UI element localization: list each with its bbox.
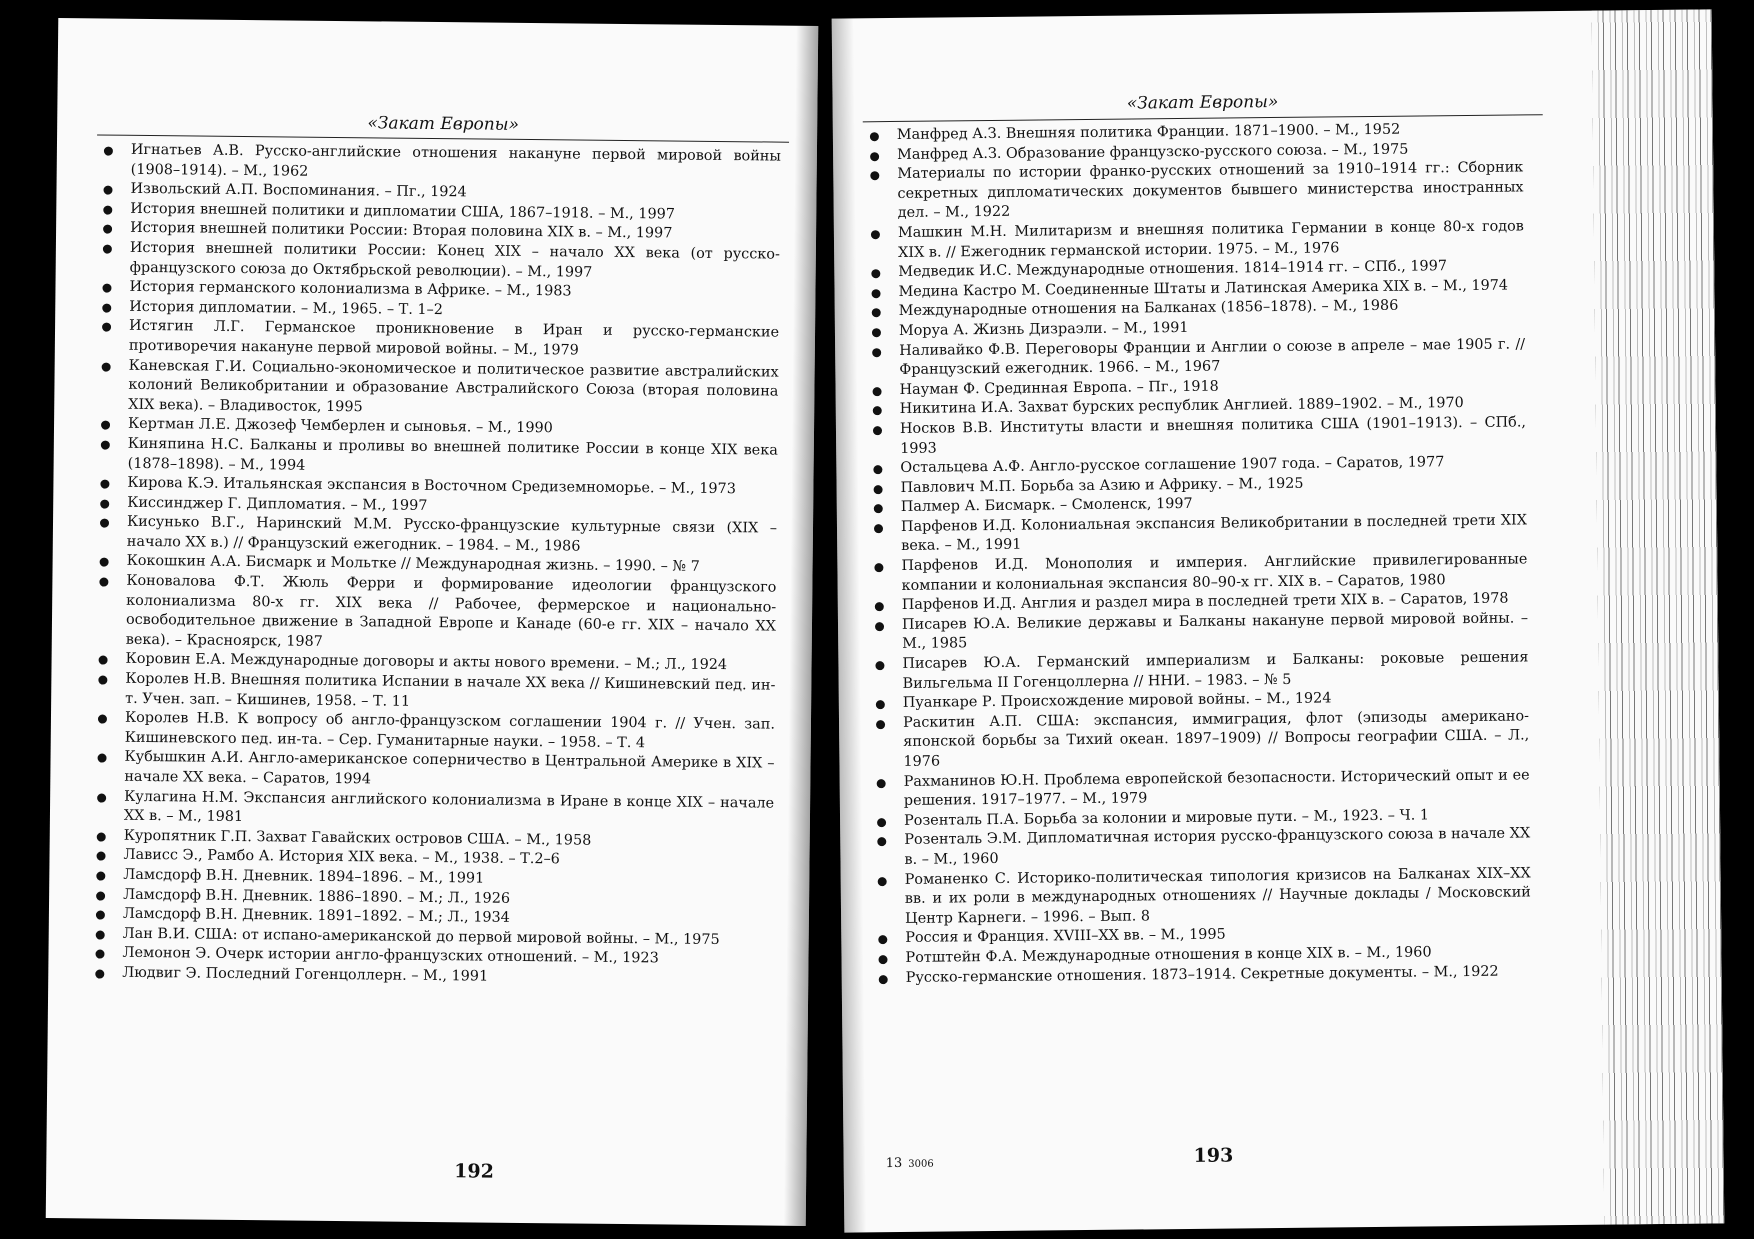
entry-text: Коновалова Ф.Т. Жюль Ферри и формирование идеологии французского колониализма 80-х гг. XIX века // Рабочее, фермерское и национально-освободительное движение в Западной Европе и Канаде (60-е гг. XIX – начало XX века). – Красноярск, 1987	[125, 572, 777, 650]
bullet-icon	[95, 969, 104, 978]
bullet-icon	[870, 171, 879, 180]
bullet-icon	[103, 186, 112, 195]
bibliography-entry	[905, 864, 1532, 929]
bullet-icon	[873, 387, 882, 396]
entry-text: Розенталь Э.М. Дипломатичная история русско-французского союза в начале XX в. – М., 1960	[904, 825, 1531, 868]
bullet-icon	[100, 519, 109, 528]
bibliography-entry	[130, 239, 780, 285]
bullet-icon	[873, 406, 882, 415]
bibliography-entry	[898, 217, 1524, 263]
bullet-icon	[99, 578, 108, 587]
entry-text: Ламсдорф В.Н. Дневник. 1886–1890. – М.; Л., 1926	[123, 886, 511, 907]
bullet-icon	[103, 245, 112, 254]
bullet-icon	[870, 152, 879, 161]
entry-text: Лемонон Э. Очерк истории англо-французских отношений. – М., 1923	[122, 945, 659, 967]
bullet-icon	[98, 754, 107, 763]
entry-text: Рахманинов Ю.Н. Проблема европейской безопасности. Исторический опыт и ее решения. 1917–1977. – М., 1979	[903, 766, 1530, 810]
left-page	[46, 18, 819, 1226]
entry-text: Коровин Е.А. Международные договоры и акты нового времени. – М.; Л., 1924	[125, 651, 728, 674]
bibliography-entry	[128, 356, 779, 422]
page-edge-stack	[1592, 9, 1725, 1224]
bullet-icon	[878, 877, 887, 886]
entry-text: Науман Ф. Срединная Европа. – Пг., 1918	[899, 378, 1219, 398]
bullet-icon	[877, 818, 886, 827]
bullet-icon	[103, 225, 112, 234]
bibliography-list	[897, 119, 1532, 988]
entry-text: Кубышкин А.И. Англо-американское соперничество в Центральной Америке в XIX – начале XX века. – Саратов, 1994	[124, 749, 775, 788]
entry-text: Ламсдорф В.Н. Дневник. 1894–1896. – М., 1991	[123, 866, 485, 887]
bullet-icon	[871, 230, 880, 239]
entry-text: Русско-германские отношения. 1873–1914. Секретные документы. – М., 1922	[905, 963, 1499, 986]
entry-text: Парфенов И.Д. Англия и раздел мира в последней трети XIX в. – Саратов, 1978	[901, 590, 1509, 614]
entry-text: Машкин М.Н. Милитаризм и внешняя политика Германии в конце 80-х годов XIX в. // Ежегодник германской истории. 1975. – М., 1976	[897, 218, 1524, 261]
entry-text: Куропятник Г.П. Захват Гавайских островов США. – М., 1958	[123, 827, 592, 849]
bullet-icon	[877, 779, 886, 788]
bullet-icon	[100, 499, 109, 508]
entry-text: Писарев Ю.А. Германский империализм и Балканы: роковые решения Вильгельма II Гогенцоллерна // ННИ. – 1983. – № 5	[902, 649, 1529, 692]
bibliography-entry	[125, 670, 775, 716]
bullet-icon	[874, 504, 883, 513]
bibliography-entry	[125, 709, 775, 755]
entry-text: Киссинджер Г. Дипломатия. – М., 1997	[127, 494, 428, 514]
bullet-icon	[98, 715, 107, 724]
entry-text: Каневская Г.И. Социально-экономическое и политическое развитие австралийских колоний Великобритании и образование Австралийского Союза (вторая половина XIX века). – Владивосток, 1995	[128, 357, 779, 415]
bullet-icon	[96, 852, 105, 861]
entry-text: Извольский А.П. Воспоминания. – Пг., 1924	[130, 181, 467, 201]
running-head: «Закат Европы»	[1126, 91, 1279, 114]
printer-signature	[886, 1156, 934, 1172]
signature-sheet: 13	[885, 1155, 903, 1172]
signature-code: 3006	[908, 1158, 934, 1170]
bullet-icon	[876, 700, 885, 709]
entry-text: Королев Н.В. Внешняя политика Испании в начале XX века // Кишиневский пед. ин-т. Учен. зап. – Кишинев, 1958. – Т. 11	[125, 670, 776, 710]
bullet-icon	[101, 421, 110, 430]
entry-text: Никитина И.А. Захват бурских республик Англией. 1889–1902. – М., 1970	[899, 395, 1464, 418]
entry-text: Кертман Л.Е. Джозеф Чемберлен и сыновья. – М., 1990	[127, 416, 553, 437]
entry-text: Истягин Л.Г. Германское проникновение в Иран и русско-германские противоречия накануне первой мировой войны. – М., 1979	[128, 318, 780, 359]
entry-text: Манфред А.З. Образование французско-русского союза. – М., 1975	[897, 141, 1409, 163]
bullet-icon	[870, 132, 879, 141]
bibliography-entry	[897, 159, 1524, 224]
bullet-icon	[872, 328, 881, 337]
bullet-icon	[102, 284, 111, 293]
bullet-icon	[96, 930, 105, 939]
entry-text: Игнатьев А.В. Русско-английские отношения накануне первой мировой войны (1908–1914). – М., 1962	[130, 141, 781, 180]
entry-text: Лан В.И. США: от испано-американской до первой мировой войны. – М., 1975	[122, 925, 720, 948]
running-head: «Закат Европы»	[367, 113, 520, 135]
entry-text: Лависс Э., Рамбо А. История XIX века. – М., 1938. – Т.2–6	[123, 847, 560, 868]
entry-text: Писарев Ю.А. Великие державы и Балканы накануне первой мировой войны. – М., 1985	[901, 610, 1529, 653]
entry-text: Романенко С. Историко-политическая типология кризисов на Балканах XIX–XX вв. и их роли в международных отношениях // Научные доклады / Московский Центр Карнеги. – 1996. – Вып. 8	[904, 864, 1531, 927]
bibliography-entry	[904, 766, 1530, 812]
bullet-icon	[872, 348, 881, 357]
entry-text: История германского колониализма в Африке. – М., 1983	[129, 278, 572, 300]
bibliography-entry	[124, 787, 774, 833]
entry-text: История внешней политики и дипломатии США, 1867–1918. – М., 1997	[130, 200, 676, 223]
page-number: 192	[454, 1160, 495, 1183]
bibliography-entry	[124, 748, 774, 794]
entry-text: Манфред А.З. Внешняя политика Франции. 1871–1900. – М., 1952	[896, 121, 1401, 143]
bullet-icon	[99, 656, 108, 665]
bullet-icon	[97, 793, 106, 802]
bullet-icon	[878, 955, 887, 964]
entry-text: Королев Н.В. К вопросу об англо-французском соглашении 1904 г. // Учен. зап. Кишиневского пед. ин-та. – Сер. Гуманитарные науки. – 1958. – Т. 4	[124, 710, 776, 752]
bullet-icon	[100, 480, 109, 489]
bullet-icon	[98, 676, 107, 685]
bullet-icon	[95, 950, 104, 959]
bullet-icon	[873, 465, 882, 474]
entry-text: Остальцева А.Ф. Англо-русское соглашение 1907 года. – Саратов, 1977	[900, 454, 1445, 477]
bibliography-entry	[900, 413, 1526, 459]
bibliography-entry	[901, 511, 1527, 557]
bibliography-list	[122, 141, 781, 990]
entry-text: Ротштейн Ф.А. Международные отношения в конце XIX в. – М., 1960	[905, 944, 1432, 966]
entry-text: Моруа А. Жизнь Дизраэли. – М., 1991	[898, 319, 1189, 339]
bullet-icon	[100, 558, 109, 567]
bibliography-entry	[902, 609, 1528, 655]
bullet-icon	[878, 935, 887, 944]
entry-text: Розенталь П.А. Борьба за колонии и мировые пути. – М., 1923. – Ч. 1	[903, 807, 1430, 829]
entry-text: Кокошкин А.А. Бисмарк и Мольтке // Международная жизнь. – 1990. – № 7	[126, 553, 700, 576]
bullet-icon	[876, 720, 885, 729]
bullet-icon	[872, 289, 881, 298]
entry-text: Парфенов И.Д. Монополия и империя. Английские привилегированные компании и колониальная экспансия 80–90-х гг. XIX в. – Саратов, 1980	[901, 551, 1528, 594]
bullet-icon	[101, 440, 110, 449]
bullet-icon	[875, 602, 884, 611]
entry-text: Людвиг Э. Последний Гогенцоллерн. – М., 1991	[122, 964, 489, 985]
bibliography-entry	[904, 825, 1530, 871]
entry-text: Наливайко Ф.В. Переговоры Франции и Англии о союзе в апреле – мае 1905 г. // Французский ежегодник. 1966. – М., 1967	[899, 335, 1526, 379]
bibliography-entry	[127, 513, 777, 559]
entry-text: Кулагина Н.М. Экспансия английского колониализма в Иране в конце XIX – начале XX в. – М., 1981	[123, 788, 775, 826]
bullet-icon	[96, 891, 105, 900]
entry-text: Кирова К.Э. Итальянская экспансия в Восточном Средиземноморье. – М., 1973	[127, 474, 736, 498]
entry-text: Медина Кастро М. Соединенные Штаты и Латинская Америка XIX в. – М., 1974	[898, 277, 1509, 300]
bullet-icon	[104, 147, 113, 156]
bibliography-entry	[131, 141, 781, 187]
entry-text: Россия и Франция. XVIII–XX вв. – М., 1995	[905, 926, 1226, 947]
bullet-icon	[874, 485, 883, 494]
bullet-icon	[97, 832, 106, 841]
entry-text: Ламсдорф В.Н. Дневник. 1891–1892. – М.; Л., 1934	[122, 905, 510, 926]
gutter-shadow	[784, 26, 819, 1226]
bullet-icon	[879, 975, 888, 984]
bibliography-entry	[899, 335, 1525, 381]
bullet-icon	[872, 308, 881, 317]
entry-text: Международные отношения на Балканах (1856–1878). – М., 1986	[898, 298, 1399, 320]
bullet-icon	[102, 303, 111, 312]
bullet-icon	[873, 426, 882, 435]
entry-text: История внешней политики России: Конец XIX – начало XX века (от русско-французского союза до Октябрьской революции). – М., 1997	[129, 239, 780, 281]
bibliography-entry	[901, 550, 1527, 596]
bibliography-entry	[128, 435, 778, 481]
entry-text: Киняпина Н.С. Балканы и проливы во внешней политике России в конце XIX века (1878–1898). – М., 1994	[127, 435, 778, 474]
bibliography-entry	[903, 707, 1530, 772]
bullet-icon	[871, 269, 880, 278]
entry-text: История внешней политики России: Вторая половина XIX в. – М., 1997	[130, 220, 673, 242]
entry-text: История дипломатии. – М., 1965. – Т. 1–2	[129, 298, 443, 318]
entry-text: Носков В.В. Институты власти и внешняя политика США (1901–1913). – СПб., 1993	[899, 414, 1527, 457]
entry-text: Пуанкаре Р. Происхождение мировой войны. – М., 1924	[902, 690, 1332, 712]
entry-text: Медведик И.С. Международные отношения. 1814–1914 гг. – СПб., 1997	[898, 258, 1448, 281]
bibliography-entry	[126, 572, 777, 657]
right-page	[832, 9, 1725, 1232]
bullet-icon	[102, 362, 111, 371]
entry-text: Материалы по истории франко-русских отношений за 1910–1914 гг.: Сборник секретных дипломатических документов бывшего министерства иностранных дел. – М., 1922	[897, 159, 1524, 222]
bullet-icon	[875, 622, 884, 631]
entry-text: Раскитин А.П. США: экспансия, иммиграция, флот (эпизоды американо-японской борьбы за Тихий океан. 1897–1909) // Вопросы географии США. – Л., 1976	[902, 708, 1530, 770]
entry-text: Парфенов И.Д. Колониальная экспансия Великобритании в последней трети XIX века. – М., 1991	[900, 512, 1528, 555]
entry-text: Кисунько В.Г., Наринский М.М. Русско-французские культурные связи (XIX – начало XX в.) // Французский ежегодник. – 1984. – М., 1986	[126, 514, 778, 555]
bullet-icon	[875, 661, 884, 670]
bullet-icon	[103, 205, 112, 214]
bullet-icon	[102, 323, 111, 332]
bibliography-entry	[902, 648, 1528, 694]
bullet-icon	[874, 524, 883, 533]
page-number: 193	[1193, 1144, 1234, 1167]
bullet-icon	[96, 871, 105, 880]
bullet-icon	[874, 563, 883, 572]
bullet-icon	[96, 911, 105, 920]
bullet-icon	[877, 837, 886, 846]
bibliography-entry	[129, 317, 779, 363]
entry-text: Палмер А. Бисмарк. – Смоленск, 1997	[900, 496, 1193, 516]
gutter-shadow	[832, 18, 867, 1232]
entry-text: Павлович М.П. Борьба за Азию и Африку. – М., 1925	[900, 475, 1304, 496]
